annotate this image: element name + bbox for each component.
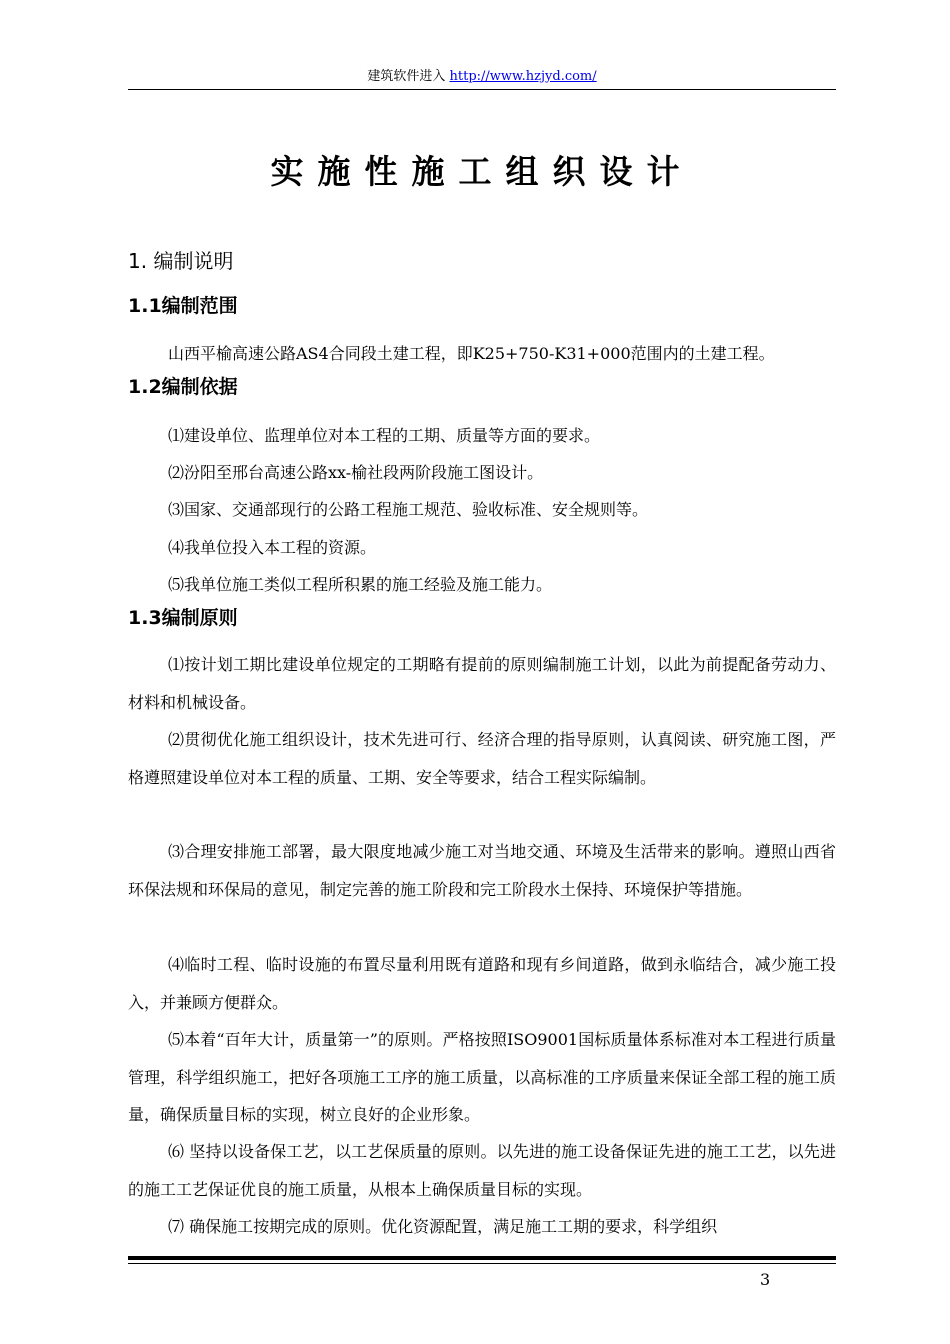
footer-rule-thin bbox=[128, 1263, 836, 1264]
section-1-2-heading: 1.2编制依据 bbox=[128, 376, 238, 398]
section-1-1-heading: 1.1编制范围 bbox=[128, 295, 238, 317]
page-header bbox=[128, 66, 836, 88]
basis-item-2: ⑵汾阳至邢台高速公路xx-榆社段两阶段施工图设计。 bbox=[168, 463, 544, 482]
principle-para-4: ⑷临时工程、临时设施的布置尽量利用既有道路和现有乡间道路，做到永临结合，减少施工投入，并兼顾方便群众。 bbox=[128, 955, 836, 1012]
principle-para-7: ⑺ 确保施工按期完成的原则。优化资源配置，满足施工工期的要求，科学组织 bbox=[168, 1217, 718, 1236]
header-rule bbox=[128, 89, 836, 90]
section-1-1-text: 山西平榆高速公路AS4合同段土建工程，即K25+750-K31+000范围内的土建工程。 bbox=[168, 344, 775, 363]
section-1-3-heading: 1.3编制原则 bbox=[128, 607, 238, 629]
section-1-heading: 1. 编制说明 bbox=[128, 249, 234, 273]
header-link[interactable]: http://www.hzjyd.com/ bbox=[449, 69, 597, 84]
basis-item-3: ⑶国家、交通部现行的公路工程施工规范、验收标准、安全规则等。 bbox=[168, 500, 649, 519]
principle-para-5: ⑸本着“百年大计，质量第一”的原则。严格按照ISO9001国标质量体系标准对本工程进行质量管理，科学组织施工，把好各项施工工序的施工质量，以高标准的工序质量来保证全部工程的施工质量，确保质量目标的实现，树立良好的企业形象。 bbox=[128, 1030, 836, 1124]
basis-item-1: ⑴建设单位、监理单位对本工程的工期、质量等方面的要求。 bbox=[168, 426, 601, 445]
document-title: 实施性施工组织设计 bbox=[270, 152, 694, 191]
basis-item-5: ⑸我单位施工类似工程所积累的施工经验及施工能力。 bbox=[168, 575, 553, 594]
header-text: 建筑软件进入 bbox=[367, 69, 446, 84]
principle-para-6: ⑹ 坚持以设备保工艺，以工艺保质量的原则。以先进的施工设备保证先进的施工工艺，以先进的施工工艺保证优良的施工质量，从根本上确保质量目标的实现。 bbox=[128, 1142, 836, 1199]
page-number: 3 bbox=[760, 1270, 771, 1289]
principle-para-1: ⑴按计划工期比建设单位规定的工期略有提前的原则编制施工计划，以此为前提配备劳动力、材料和机械设备。 bbox=[128, 655, 836, 712]
principle-para-2: ⑵贯彻优化施工组织设计，技术先进可行、经济合理的指导原则，认真阅读、研究施工图，严格遵照建设单位对本工程的质量、工期、安全等要求，结合工程实际编制。 bbox=[128, 730, 836, 787]
footer-rule-thick bbox=[128, 1256, 836, 1260]
principle-para-3: ⑶合理安排施工部署，最大限度地减少施工对当地交通、环境及生活带来的影响。遵照山西省环保法规和环保局的意见，制定完善的施工阶段和完工阶段水土保持、环境保护等措施。 bbox=[128, 842, 836, 899]
basis-item-4: ⑷我单位投入本工程的资源。 bbox=[168, 538, 377, 557]
